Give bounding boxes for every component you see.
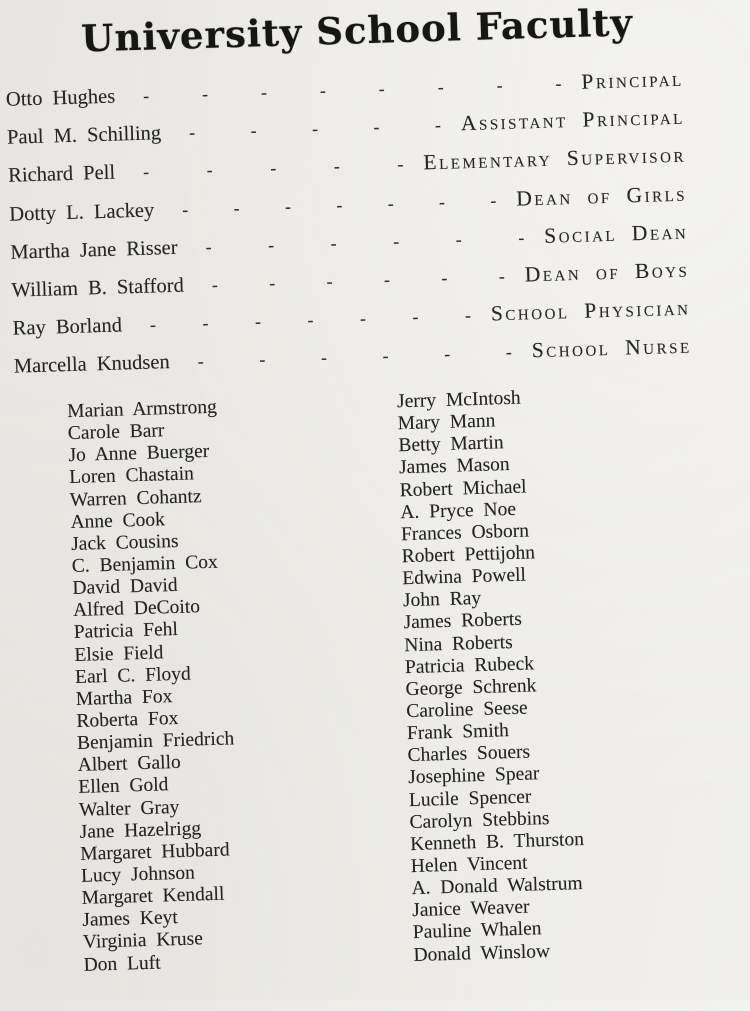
role-title: School Nurse [531,333,692,363]
faculty-name: Donald Winslow [413,940,551,966]
faculty-name: Caroline Seese [405,697,528,723]
dash-leader: - - - - - - - - [142,73,562,106]
faculty-name: John Ray [402,588,482,612]
faculty-name: Margaret Kendall [81,883,225,909]
faculty-name: Martha Fox [75,685,173,710]
faculty-name: Janice Weaver [411,896,530,922]
faculty-name: Earl C. Floyd [74,663,192,688]
role-title: Dean of Girls [515,181,688,211]
faculty-name: Walter Gray [78,796,180,821]
role-person-name: William B. Stafford [11,274,185,302]
faculty-name: Helen Vincent [410,852,528,878]
dash-leader: - - - - - - [197,342,513,372]
faculty-name: Alfred DeCoito [72,596,201,622]
dash-leader: - - - - - [188,115,442,143]
administration-roles-list [6,67,693,392]
dash-leader: - - - - - - [211,265,506,295]
faculty-name: Albert Gallo [77,752,182,777]
faculty-name: Robert Pettijohn [401,542,536,568]
role-person-name: Dotty L. Lackey [9,198,155,226]
role-person-name: Otto Hughes [5,85,116,111]
role-title: Assistant Principal [460,104,686,136]
faculty-name: George Schrenk [405,675,537,700]
faculty-name: Robert Michael [399,476,527,501]
faculty-column-left [67,391,414,976]
faculty-name: Jerry McIntosh [396,387,521,413]
role-person-name: Paul M. Schilling [6,122,162,149]
faculty-name: A. Donald Walstrum [411,873,583,900]
faculty-name: Lucile Spencer [408,786,532,811]
role-title: School Physician [490,295,691,326]
role-title: Dean of Boys [524,257,690,287]
dash-leader: - - - - - - [205,227,525,257]
faculty-name: James Keyt [82,907,179,932]
faculty-name: Ellen Gold [78,774,169,799]
faculty-name: Jack Cousins [70,530,179,555]
faculty-name: Frances Osborn [400,520,530,546]
faculty-name: Benjamin Friedrich [76,728,235,755]
faculty-name: Patricia Fehl [73,619,179,644]
role-person-name: Richard Pell [7,161,116,188]
faculty-name: Loren Chastain [68,463,195,489]
faculty-name: Josephine Spear [407,763,540,789]
dash-leader: - - - - - - - [181,189,497,220]
role-title: Elementary Supervisor [423,143,687,175]
page-title: University School Faculty [80,0,634,61]
faculty-name: Edwina Powell [402,564,527,590]
faculty-name: Margaret Hubbard [80,839,230,865]
role-title: Social Dean [543,219,689,248]
faculty-name: Nina Roberts [404,631,514,656]
role-person-name: Martha Jane Risser [10,236,178,264]
faculty-name: Virginia Kruse [82,928,204,954]
faculty-name: Lucy Johnson [80,862,196,887]
faculty-name: Frank Smith [406,720,510,745]
role-title: Principal [581,66,684,94]
faculty-name: James Mason [398,454,510,479]
faculty-name: Jane Hazelrigg [79,817,202,843]
faculty-name: A. Pryce Noe [400,498,517,523]
role-person-name: Ray Borland [12,314,123,340]
faculty-name: Mary Mann [397,410,496,435]
dash-leader: - - - - - [142,154,404,183]
faculty-name: Pauline Whalen [412,918,542,944]
faculty-name: Carolyn Stebbins [409,807,550,833]
faculty-name-columns [67,381,750,977]
faculty-name: Don Luft [83,952,161,976]
role-person-name: Marcella Knudsen [13,351,171,378]
faculty-name: Kenneth B. Thurston [409,828,585,855]
faculty-column-right [397,381,750,966]
faculty-name: Jo Anne Buerger [68,441,210,467]
faculty-name: Anne Cook [70,508,166,533]
faculty-name: Charles Souers [407,741,531,767]
faculty-name: David David [72,575,178,600]
faculty-name: Carole Barr [67,420,165,445]
dash-leader: - - - - - - - [149,305,472,335]
faculty-name: Patricia Rubeck [404,653,535,678]
faculty-name: C. Benjamin Cox [71,551,219,578]
faculty-name: Marian Armstrong [66,396,218,423]
faculty-name: Betty Martin [398,432,504,457]
faculty-name: Elsie Field [74,641,164,666]
faculty-name: James Roberts [403,609,523,634]
faculty-name: Warren Cohantz [69,485,202,511]
faculty-name: Roberta Fox [76,707,179,732]
